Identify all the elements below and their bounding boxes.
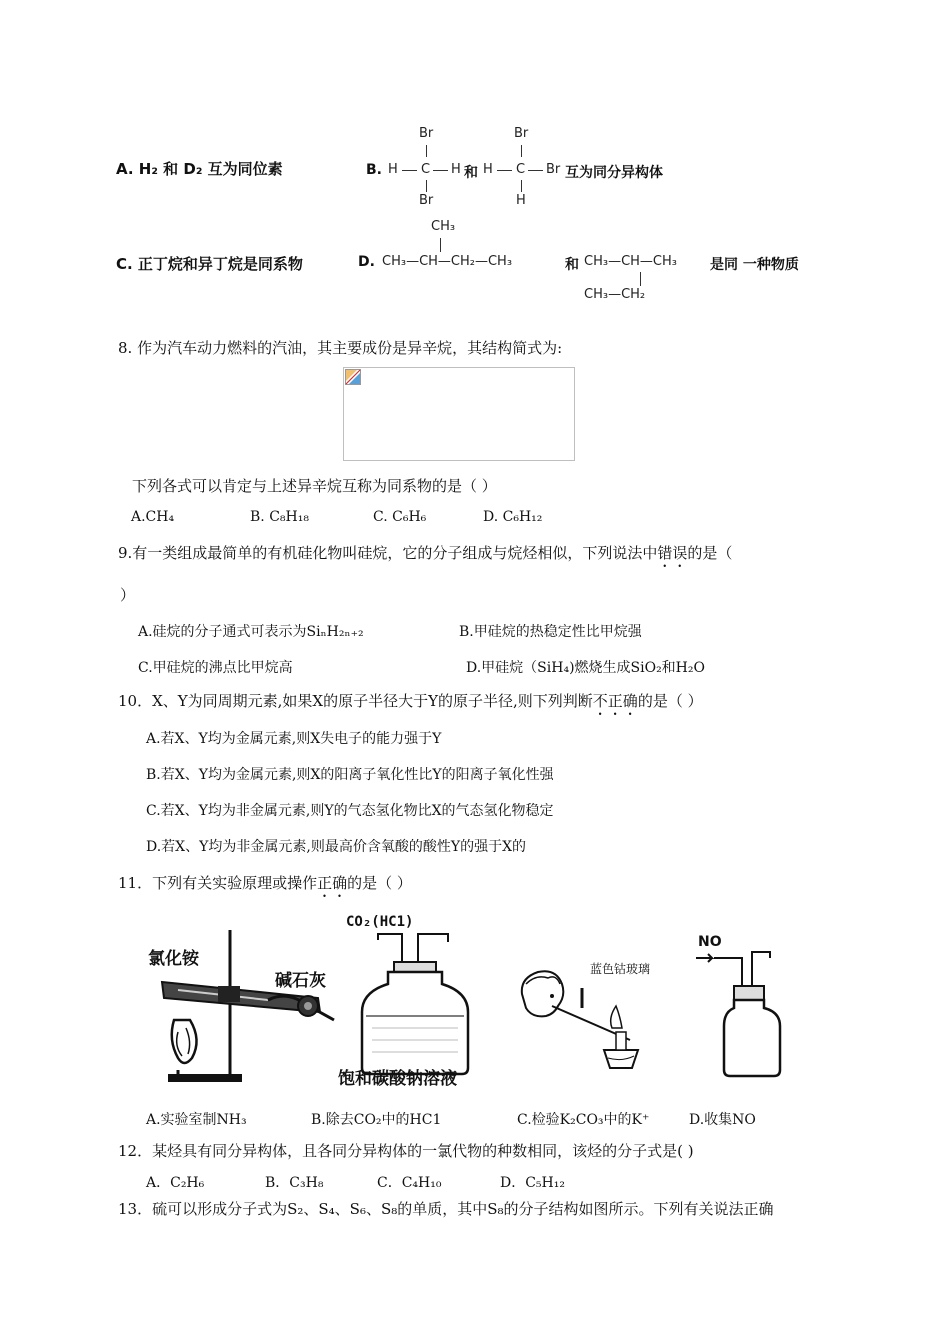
q10-emphasis: 不正确 — [592, 692, 638, 710]
apparatus-a-image — [148, 920, 348, 1090]
q11-stem-text: 11．下列有关实验原理或操作 — [118, 874, 318, 892]
q8-question: 下列各式可以肯定与上述异辛烷互称为同系物的是（ ） — [132, 477, 497, 495]
q7-d-branch-2: CH₃—CH₂ — [584, 287, 646, 302]
bond — [402, 170, 417, 171]
struct2-right: Br — [546, 162, 561, 177]
q8-option-b: B. C₈H₁₈ — [250, 509, 309, 525]
q7-d-branch-1: CH₃ — [431, 219, 456, 234]
q9-option-d: D.甲硅烷（SiH₄)燃烧生成SiO₂和H₂O — [466, 660, 705, 676]
struct1-left: H — [388, 162, 398, 177]
apparatus-d-image — [690, 930, 790, 1086]
broken-image-icon — [345, 369, 361, 385]
q7-option-a: A. H₂ 和 D₂ 互为同位素 — [116, 160, 283, 178]
struct2-left: H — [483, 162, 493, 177]
bond — [426, 145, 427, 157]
q12-option-a: A．C₂H₆ — [146, 1175, 205, 1191]
q9-stem-close: ） — [120, 586, 136, 604]
bond — [640, 272, 641, 286]
q10-option-d: D.若X、Y均为非金属元素,则最高价含氧酸的酸性Y的强于X的 — [146, 839, 527, 855]
q8-option-c: C. C₆H₆ — [373, 509, 427, 525]
q7-option-b-text: 互为同分异构体 — [565, 165, 663, 181]
q9-stem-text: 9.有一类组成最简单的有机硅化物叫硅烷，它的分子组成与烷烃相似，下列说法中 — [118, 544, 658, 562]
struct1-bottom: Br — [419, 193, 434, 208]
bond — [521, 180, 522, 192]
q7-d-chain-2: CH₃—CH—CH₃ — [584, 254, 677, 269]
q7-option-b-and: 和 — [464, 165, 478, 181]
bond — [528, 170, 543, 171]
q7-option-d-label: D. — [358, 254, 375, 270]
q8-option-d: D. C₆H₁₂ — [483, 509, 543, 525]
label-nh4cl: 氯化铵 — [148, 949, 199, 969]
struct2-bottom: H — [516, 193, 526, 208]
q12-option-d: D．C₅H₁₂ — [500, 1175, 565, 1191]
q11-option-c: C.检验K₂CO₃中的K⁺ — [517, 1112, 650, 1128]
bond — [440, 238, 441, 252]
q9-stem-end: 的是（ — [687, 544, 733, 562]
q12-stem: 12．某烃具有同分异构体，且各同分异构体的一氯代物的种数相同，该烃的分子式是( ) — [118, 1142, 694, 1160]
q7-option-c: C. 正丁烷和异丁烷是同系物 — [116, 255, 303, 273]
label-cobalt-glass: 蓝色钴玻璃 — [590, 962, 651, 976]
q7-d-chain-1: CH₃—CH—CH₂—CH₃ — [382, 254, 513, 269]
q11-option-b: B.除去CO₂中的HC1 — [311, 1112, 442, 1128]
struct2-center: C — [516, 162, 526, 177]
q12-option-b: B．C₃H₈ — [265, 1175, 324, 1191]
q12-option-c: C．C₄H₁₀ — [377, 1175, 442, 1191]
apparatus-b-image — [338, 912, 498, 1088]
wash-bottle-drawing — [338, 932, 498, 1082]
struct1-center: C — [421, 162, 431, 177]
q9-option-a: A.硅烷的分子通式可表示为SiₙH₂ₙ₊₂ — [138, 624, 364, 640]
bond — [497, 170, 512, 171]
q8-option-a: A.CH₄ — [131, 509, 175, 525]
q7-option-b-label: B. — [366, 162, 382, 178]
q10-option-c: C.若X、Y均为非金属元素,则Y的气态氢化物比X的气态氢化物稳定 — [146, 803, 554, 819]
q11-stem-end: 的是（ ） — [347, 874, 412, 892]
label-sodalime: 碱石灰 — [275, 971, 326, 991]
q10-option-b: B.若X、Y均为金属元素,则X的阳离子氧化性比Y的阳离子氧化性强 — [146, 767, 554, 783]
q10-stem-text: 10．X、Y为同周期元素,如果X的原子半径大于Y的原子半径,则下列判断 — [118, 692, 593, 710]
bond — [521, 145, 522, 157]
q9-option-b: B.甲硅烷的热稳定性比甲烷强 — [459, 624, 642, 640]
label-na2co3: 饱和碳酸钠溶液 — [338, 1069, 457, 1089]
label-co2-hcl: CO₂(HC1) — [346, 914, 414, 930]
q7-option-d-and: 和 — [565, 257, 579, 273]
q10-stem — [118, 690, 703, 719]
struct1-right: H — [451, 162, 461, 177]
label-no: NO — [698, 934, 722, 950]
q9-stem — [118, 542, 732, 571]
q10-option-a: A.若X、Y均为金属元素,则X失电子的能力强于Y — [146, 731, 442, 747]
gas-bottle-drawing — [690, 930, 790, 1086]
q11-option-d: D.收集NO — [689, 1112, 756, 1128]
struct2-top: Br — [514, 126, 529, 141]
q9-option-c: C.甲硅烷的沸点比甲烷高 — [138, 660, 293, 676]
q13-stem: 13．硫可以形成分子式为S₂、S₄、S₆、S₈的单质，其中S₈的分子结构如图所示。下列有关说法正确 — [118, 1200, 774, 1218]
q11-stem — [118, 872, 412, 901]
apparatus-c-image — [512, 944, 672, 1084]
bond — [433, 170, 448, 171]
q11-emphasis: 正确 — [317, 874, 348, 892]
struct1-top: Br — [419, 126, 434, 141]
q7-option-d-text: 是同 一种物质 — [710, 257, 799, 273]
q10-stem-end: 的是（ ） — [637, 692, 703, 710]
q8-stem: 8. 作为汽车动力燃料的汽油，其主要成份是异辛烷，其结构简式为: — [118, 339, 563, 357]
broken-image-placeholder — [343, 367, 575, 461]
q9-emphasis: 错误 — [657, 544, 688, 562]
bond — [426, 180, 427, 192]
q11-option-a: A.实验室制NH₃ — [146, 1112, 247, 1128]
